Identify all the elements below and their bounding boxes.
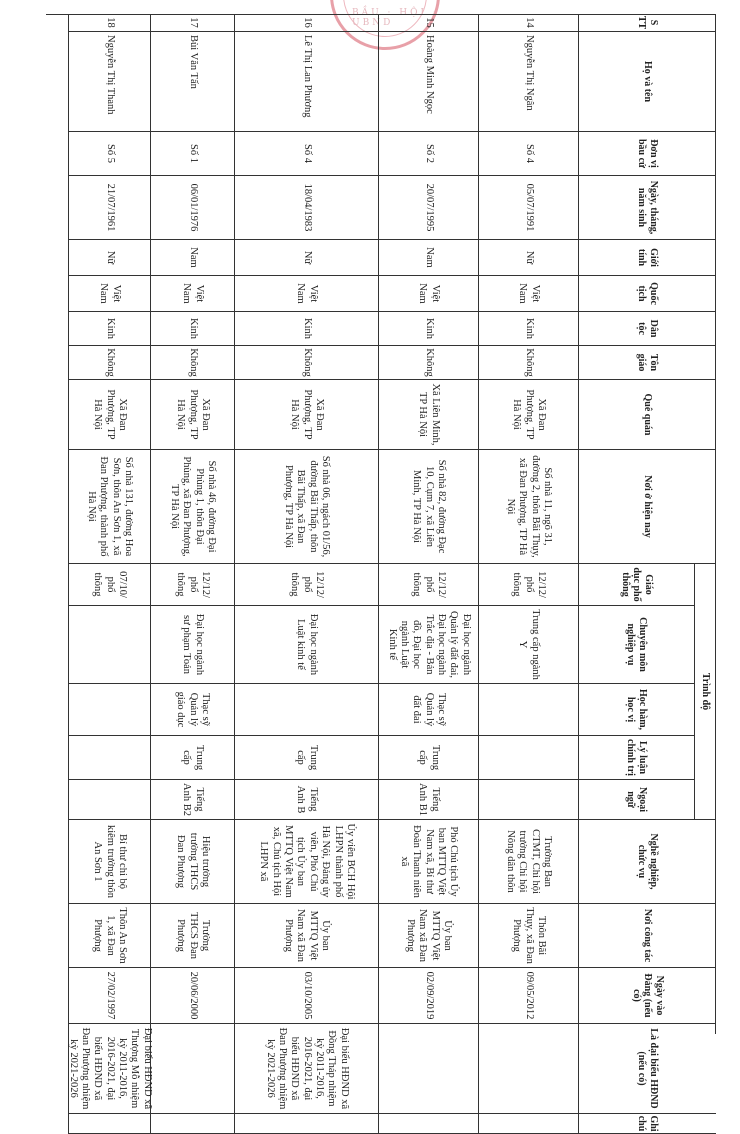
row-15-political: Trung cấp bbox=[378, 736, 478, 780]
row-16-unit: Số 4 bbox=[234, 132, 378, 176]
row-14-language bbox=[478, 780, 578, 820]
header-religion: Tôn giáo bbox=[578, 346, 716, 380]
red-seal-stamp: BẦU · HỘI · UBND bbox=[330, 0, 440, 42]
row-14-general: 12/12/ phổ thông bbox=[478, 564, 578, 606]
header-party: Ngày vào Đảng (nếu có) bbox=[578, 968, 716, 1024]
row-17-party: 20/06/2000 bbox=[150, 968, 234, 1024]
row-18-job: Bí thư chi bộ kiêm trưởng thôn An Sơn 1 bbox=[68, 820, 150, 904]
row-15-ethnic: Kinh bbox=[378, 312, 478, 346]
row-14-workplace: Thôn Bãi Thụy, xã Đan Phượng bbox=[478, 904, 578, 968]
row-17-ethnic: Kinh bbox=[150, 312, 234, 346]
row-18-sex: Nữ bbox=[68, 240, 150, 276]
row-16-job: Ủy viên BCH Hội LHPN thành phố Hà Nội, Đảng ủy viên, Phó Chủ tịch Ủy ban MTTQ Việt Nam xã, Chủ tịch Hội LHPN xã bbox=[234, 820, 378, 904]
row-17-sex: Nam bbox=[150, 240, 234, 276]
header-political: Lý luận chính trị bbox=[578, 736, 694, 780]
row-14-residence: Số nhà 11, ngõ 31, đường 2, thôn Bãi Thụy, xã Đan Phượng, TP Hà Nội bbox=[478, 450, 578, 564]
row-14-dob: 05/07/1991 bbox=[478, 176, 578, 240]
row-15-dob: 20/07/1995 bbox=[378, 176, 478, 240]
row-16-political: Trung cấp bbox=[234, 736, 378, 780]
row-14-nationality: Việt Nam bbox=[478, 276, 578, 312]
row-17-degree: Thạc sỹ Quản lý giáo dục bbox=[150, 684, 234, 736]
header-general: Giáo dục phổ thông bbox=[578, 564, 694, 606]
row-16-deputy: Đại biểu HĐND xã Đồng Tháp nhiệm kỳ 2011-2016, 2016-2021, đại biểu HĐND xã Đan Phượng nhiệm kỳ 2021-2026 bbox=[234, 1024, 378, 1114]
header-name: Họ và tên bbox=[578, 32, 716, 132]
row-18-residence: Số nhà 131, đường Hoa Sơn, thôn An Sơn 1, xã Đan Phượng, thành phố Hà Nội bbox=[68, 450, 150, 564]
row-14-ethnic: Kinh bbox=[478, 312, 578, 346]
row-17-deputy bbox=[150, 1024, 234, 1114]
row-18-workplace: Thôn An Sơn 1, xã Đan Phượng bbox=[68, 904, 150, 968]
row-15-general: 12/12/ phổ thông bbox=[378, 564, 478, 606]
header-unit: Đơn vị bầu cử bbox=[578, 132, 716, 176]
row-18-language bbox=[68, 780, 150, 820]
header-job: Nghề nghiệp, chức vụ bbox=[578, 820, 716, 904]
row-16-specialty: Đại học ngành Luật kinh tế bbox=[234, 606, 378, 684]
row-14-name: Nguyễn Thị Ngân bbox=[478, 32, 578, 132]
row-17-religion: Không bbox=[150, 346, 234, 380]
row-17-workplace: Trường THCS Đan Phượng bbox=[150, 904, 234, 968]
row-14-sex: Nữ bbox=[478, 240, 578, 276]
header-residence: Nơi ở hiện nay bbox=[578, 450, 716, 564]
row-15-unit: Số 2 bbox=[378, 132, 478, 176]
row-14-specialty: Trung cấp ngành Y bbox=[478, 606, 578, 684]
row-18-political bbox=[68, 736, 150, 780]
row-15-language: Tiếng Anh B1 bbox=[378, 780, 478, 820]
row-14-deputy bbox=[478, 1024, 578, 1114]
row-16-degree bbox=[234, 684, 378, 736]
header-stt: S TT bbox=[578, 14, 716, 32]
candidate-table bbox=[46, 14, 716, 1132]
row-18-specialty bbox=[68, 606, 150, 684]
row-16-ethnic: Kinh bbox=[234, 312, 378, 346]
row-18-unit: Số 5 bbox=[68, 132, 150, 176]
row-18-hometown: Xã Đan Phượng, TP Hà Nội bbox=[68, 380, 150, 450]
row-16-general: 12/12/ phổ thông bbox=[234, 564, 378, 606]
row-17-hometown: Xã Đan Phượng, TP Hà Nội bbox=[150, 380, 234, 450]
row-16-name: Lê Thị Lan Phương bbox=[234, 32, 378, 132]
row-17-job: Hiệu trưởng trường THCS Đan Phượng bbox=[150, 820, 234, 904]
row-14-degree bbox=[478, 684, 578, 736]
row-17-residence: Số nhà 46, đường Đại Phùng 1, thôn Đại Phùng, xã Đan Phượng, TP Hà Nội bbox=[150, 450, 234, 564]
row-17-name: Bùi Văn Tấn bbox=[150, 32, 234, 132]
row-14-hometown: Xã Đan Phượng, TP Hà Nội bbox=[478, 380, 578, 450]
row-17-dob: 06/01/1976 bbox=[150, 176, 234, 240]
header-hometown: Quê quán bbox=[578, 380, 716, 450]
row-16-party: 03/10/2005 bbox=[234, 968, 378, 1024]
row-16-note bbox=[234, 1114, 378, 1134]
header-education-group: Trình độ bbox=[694, 564, 716, 820]
header-note: Ghi chú bbox=[578, 1114, 716, 1134]
row-16-workplace: Ủy ban MTTQ Việt Nam xã Đan Phượng bbox=[234, 904, 378, 968]
row-17-nationality: Việt Nam bbox=[150, 276, 234, 312]
row-15-workplace: Ủy ban MTTQ Việt Nam xã Đan Phượng bbox=[378, 904, 478, 968]
row-18-name: Nguyễn Thị Thanh bbox=[68, 32, 150, 132]
row-15-name: Hoàng Minh Ngọc bbox=[378, 32, 478, 132]
header-nationality: Quốc tịch bbox=[578, 276, 716, 312]
row-18-party: 27/02/1997 bbox=[68, 968, 150, 1024]
row-18-general: 07/10/ phổ thông bbox=[68, 564, 150, 606]
rotated-table-page bbox=[46, 14, 716, 1132]
row-15-note bbox=[378, 1114, 478, 1134]
row-15-nationality: Việt Nam bbox=[378, 276, 478, 312]
row-16-dob: 18/04/1983 bbox=[234, 176, 378, 240]
header-sex: Giới tính bbox=[578, 240, 716, 276]
row-14-job: Trưởng Ban CTMT, Chi hội trưởng Chi hội Nông dân thôn bbox=[478, 820, 578, 904]
row-14-party: 09/05/2012 bbox=[478, 968, 578, 1024]
row-16-language: Tiếng Anh B bbox=[234, 780, 378, 820]
header-language: Ngoại ngữ bbox=[578, 780, 694, 820]
row-15-religion: Không bbox=[378, 346, 478, 380]
row-18-religion: Không bbox=[68, 346, 150, 380]
row-17-unit: Số 1 bbox=[150, 132, 234, 176]
row-14-political bbox=[478, 736, 578, 780]
row-15-deputy bbox=[378, 1024, 478, 1114]
row-15-party: 02/09/2019 bbox=[378, 968, 478, 1024]
row-15-degree: Thạc sỹ Quản lý đất đai bbox=[378, 684, 478, 736]
row-18-ethnic: Kinh bbox=[68, 312, 150, 346]
row-18-degree bbox=[68, 684, 150, 736]
row-16-religion: Không bbox=[234, 346, 378, 380]
row-17-political: Trung cấp bbox=[150, 736, 234, 780]
row-15-sex: Nam bbox=[378, 240, 478, 276]
header-dob: Ngày, tháng, năm sinh bbox=[578, 176, 716, 240]
row-14-religion: Không bbox=[478, 346, 578, 380]
row-17-general: 12/12/ phổ thông bbox=[150, 564, 234, 606]
header-ethnic: Dân tộc bbox=[578, 312, 716, 346]
row-17-stt: 17 bbox=[150, 14, 234, 32]
row-15-hometown: Xã Liên Minh, TP Hà Nội bbox=[378, 380, 478, 450]
row-15-residence: Số nhà 82, đường Đạc 10, Cụm 7, xã Liên Minh, TP Hà Nội bbox=[378, 450, 478, 564]
row-16-hometown: Xã Đan Phượng, TP Hà Nội bbox=[234, 380, 378, 450]
row-15-job: Phó Chủ tịch Ủy ban MTTQ Việt Nam xã, Bí thư Đoàn Thanh niên xã bbox=[378, 820, 478, 904]
row-17-language: Tiếng Anh B2 bbox=[150, 780, 234, 820]
header-workplace: Nơi công tác bbox=[578, 904, 716, 968]
header-deputy: Là đại biểu HĐND (nếu có) bbox=[578, 1024, 716, 1114]
header-specialty: Chuyên môn nghiệp vụ bbox=[578, 606, 694, 684]
row-18-note bbox=[68, 1114, 150, 1134]
row-16-sex: Nữ bbox=[234, 240, 378, 276]
row-15-specialty: Đại học ngành Quản lý đất đai, Đại học ngành Trắc địa - Bản đồ, Đại học ngành Luật Kinh tế bbox=[378, 606, 478, 684]
row-18-stt: 18 bbox=[68, 14, 150, 32]
row-18-nationality: Việt Nam bbox=[68, 276, 150, 312]
row-16-nationality: Việt Nam bbox=[234, 276, 378, 312]
row-15-stt: 15 bbox=[378, 14, 478, 32]
row-17-note bbox=[150, 1114, 234, 1134]
row-18-deputy: Đại biểu HĐND xã Thượng Mỗ nhiệm kỳ 2011-2016, 2016-2021, đại biểu HĐND xã Đan Phượng nhiệm kỳ 2021-2026 bbox=[68, 1024, 150, 1114]
row-16-stt: 16 bbox=[234, 14, 378, 32]
row-14-stt: 14 bbox=[478, 14, 578, 32]
row-14-unit: Số 4 bbox=[478, 132, 578, 176]
header-degree: Học hàm, học vị bbox=[578, 684, 694, 736]
row-17-specialty: Đại học ngành sư phạm Toán bbox=[150, 606, 234, 684]
row-18-dob: 21/07/1961 bbox=[68, 176, 150, 240]
row-14-note bbox=[478, 1114, 578, 1134]
row-16-residence: Số nhà 06, ngách 01/56, đường Bãi Thấp, thôn Bãi Thấp, xã Đan Phượng, TP Hà Nội bbox=[234, 450, 378, 564]
